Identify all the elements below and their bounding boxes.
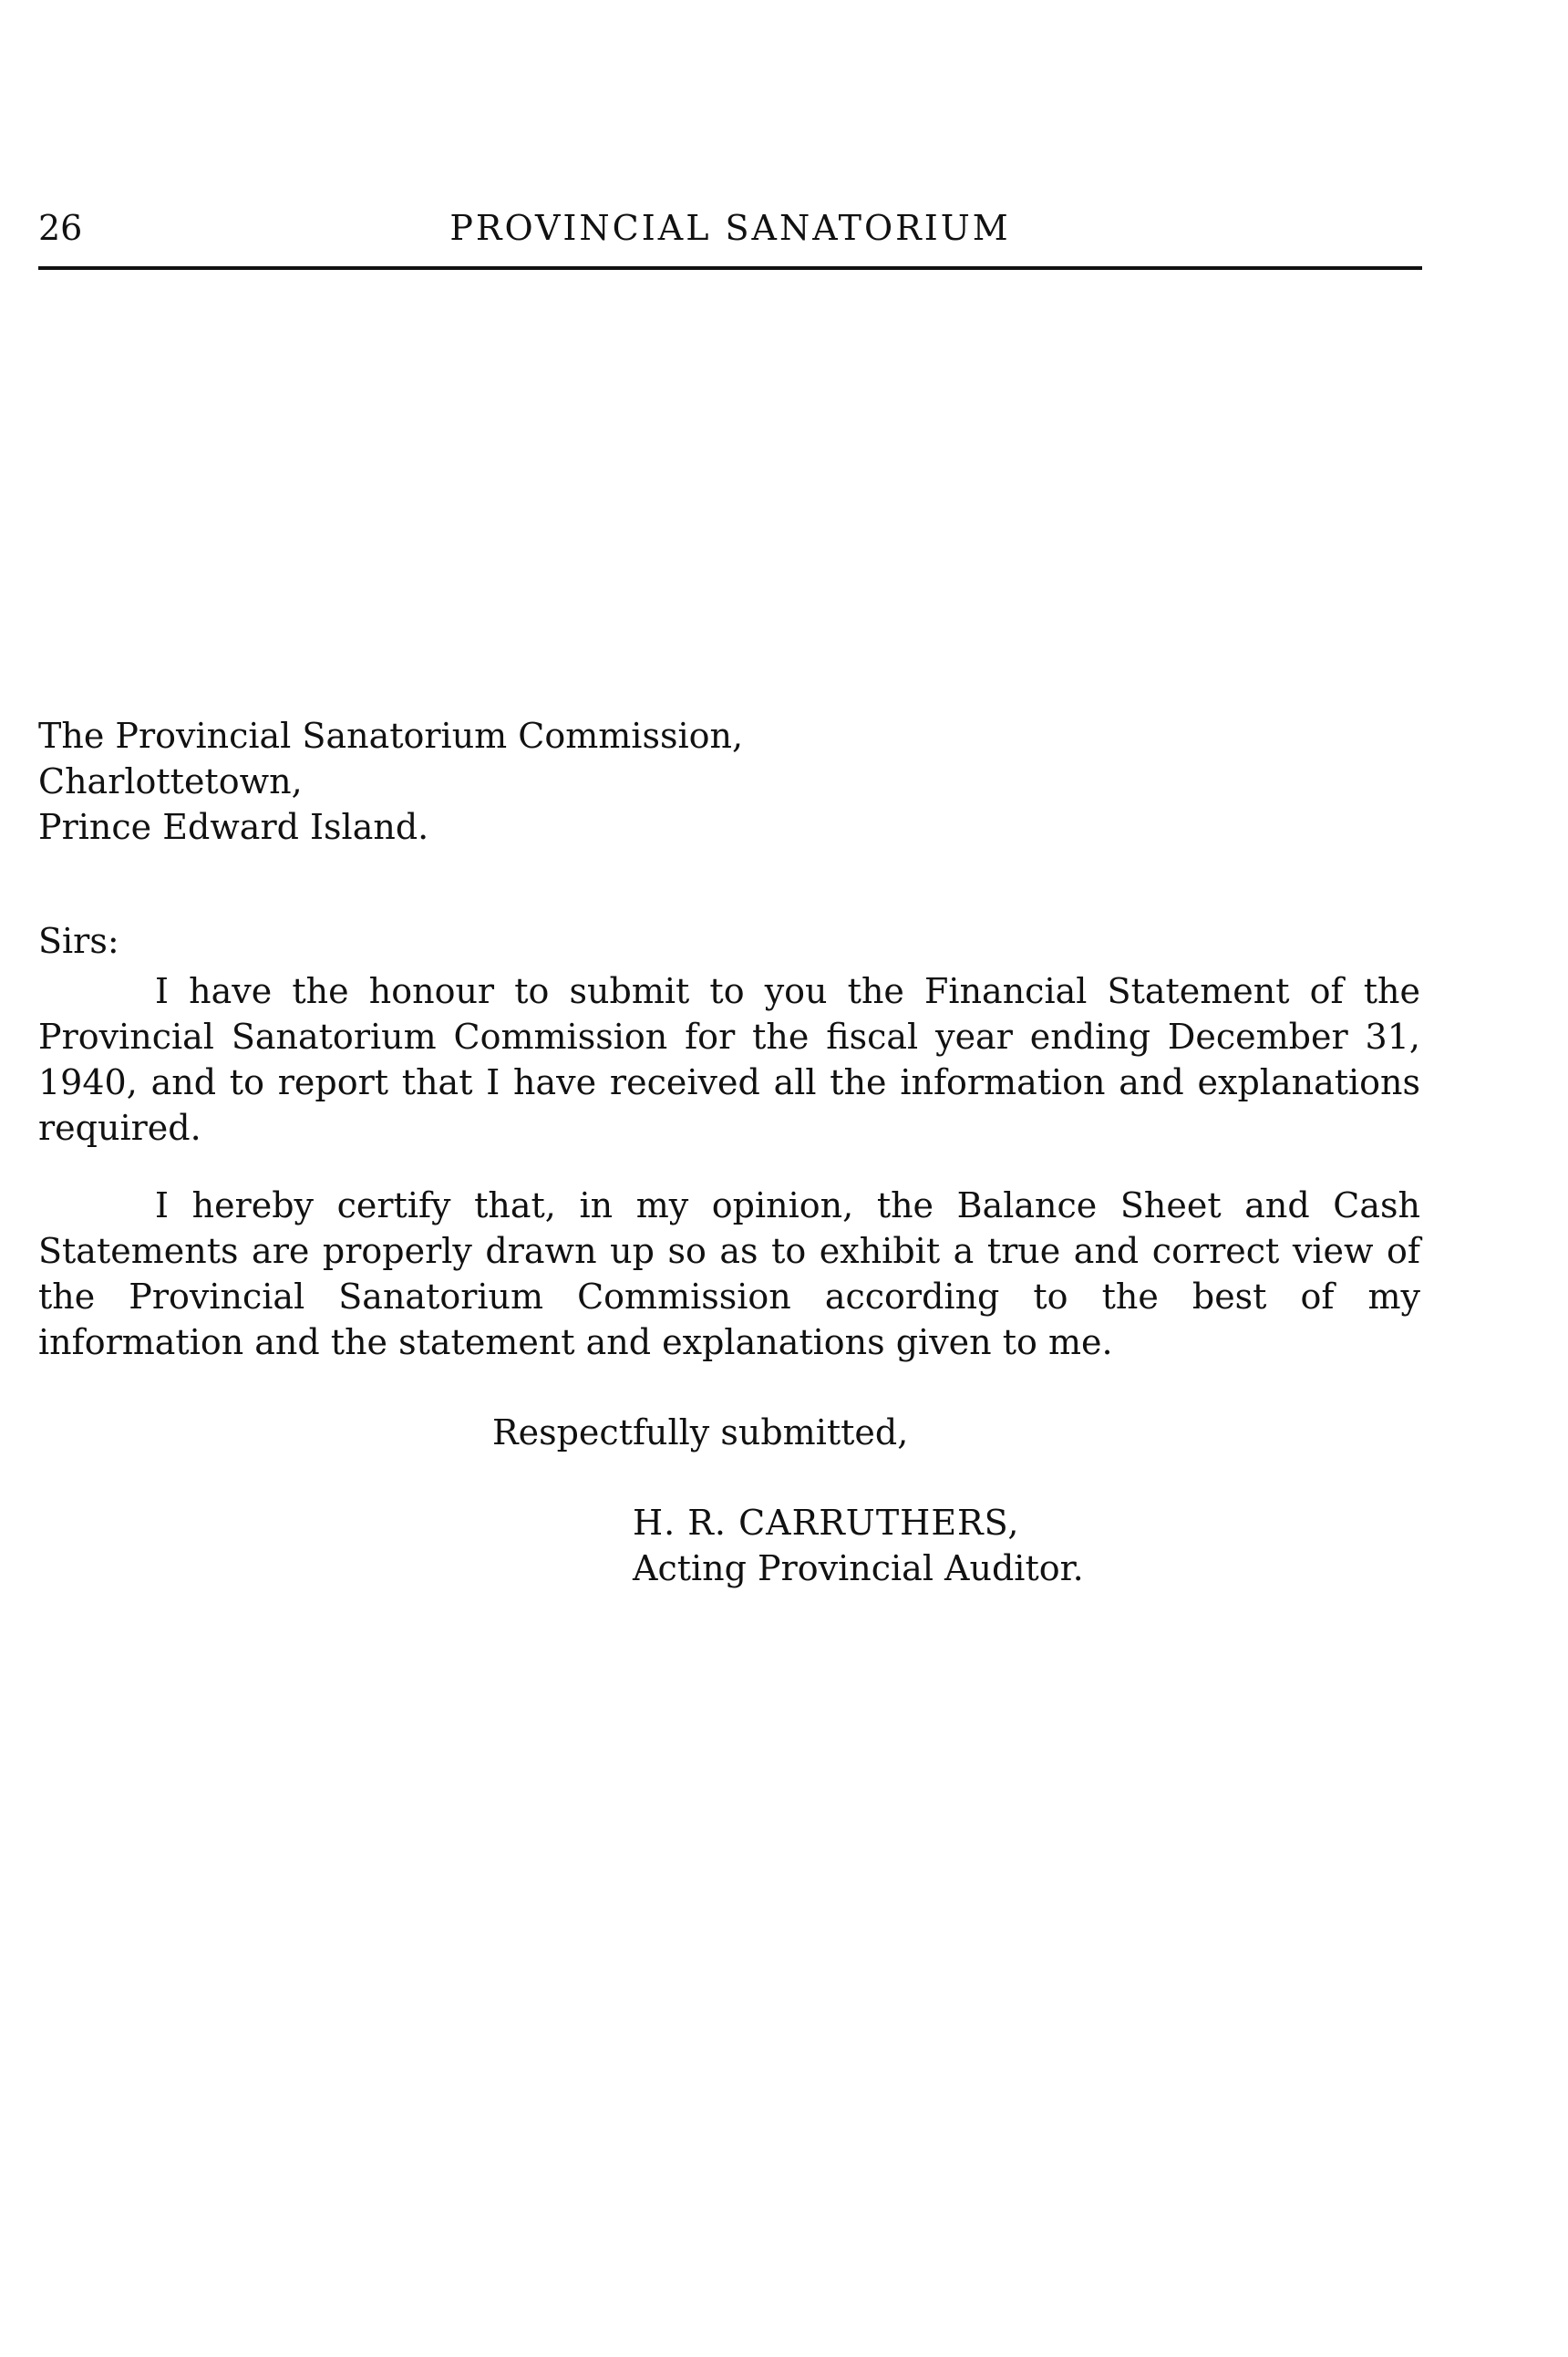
valediction: Respectfully submitted, [492,1412,909,1452]
signatory-name: H. R. CARRUTHERS, [633,1503,1020,1543]
page-number: 26 [38,208,83,248]
address-line-3: Prince Edward Island. [38,807,429,847]
salutation: Sirs: [38,921,119,961]
body-paragraph-2: I hereby certify that, in my opinion, the Balance Sheet and Cash Statements are properly drawn up so as to exhibit a true and correct view of the Provincial Sanatorium Commission according to the best of my information and the statement and explanations given to me. [38,1185,1420,1362]
running-title: PROVINCIAL SANATORIUM [449,208,1011,248]
header-rule [38,266,1422,270]
signatory-title: Acting Provincial Auditor. [633,1548,1084,1588]
page-header [38,201,1422,255]
address-line-2: Charlottetown, [38,761,303,801]
body-paragraph-1: I have the honour to submit to you the Financial Statement of the Provincial Sanatorium Commission for the fiscal year ending December 31, 1940, and to report that I have received all the information and explanations required. [38,971,1420,1148]
address-line-1: The Provincial Sanatorium Commission, [38,716,744,756]
